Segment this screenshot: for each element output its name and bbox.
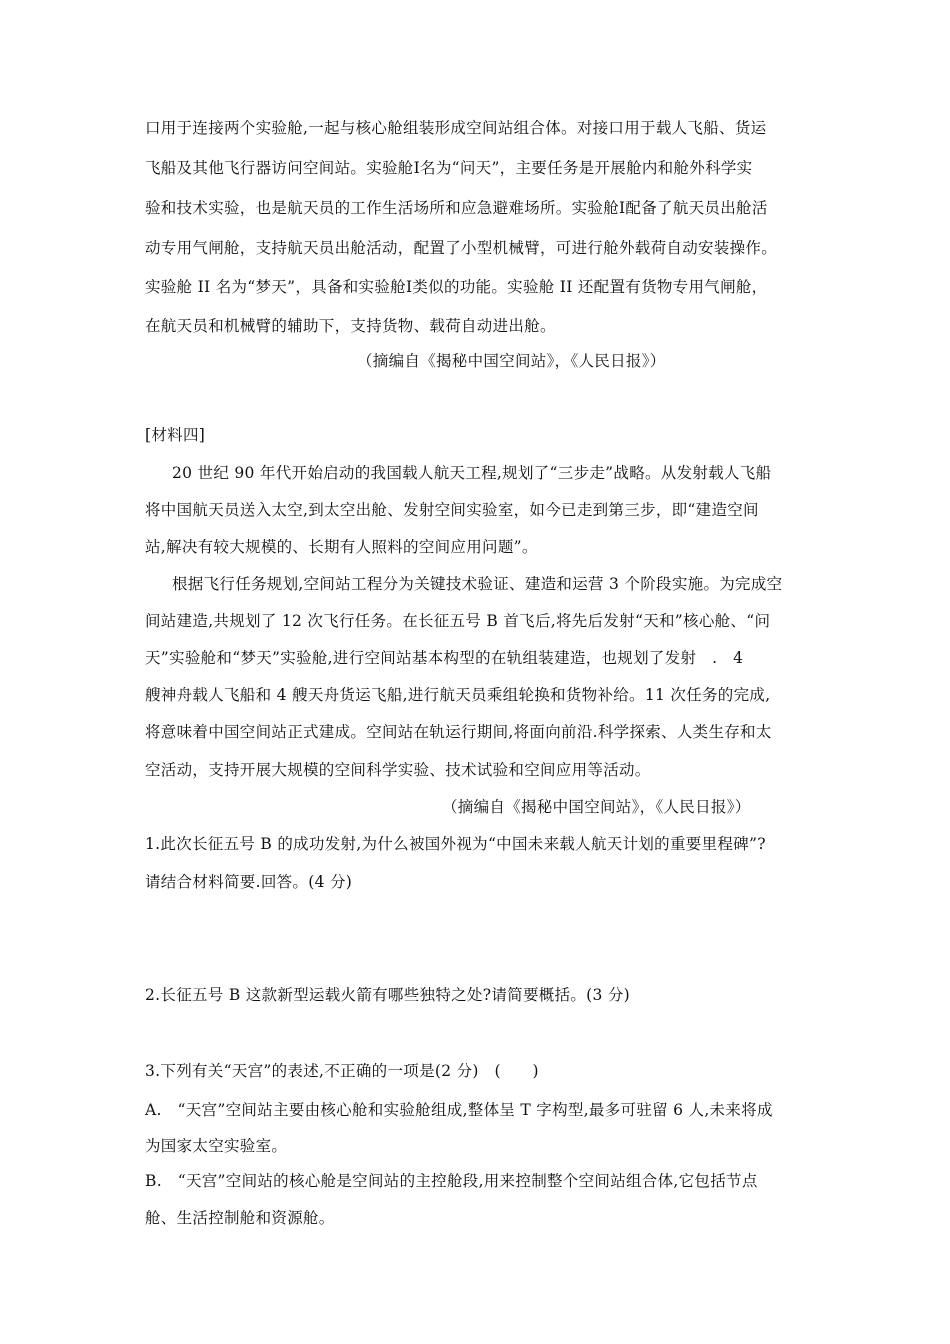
material3-line-3: 验和技术实验，也是航天员的工作生活场所和应急避难场所。实验舱Ⅰ配备了航天员出舱活 <box>145 199 768 217</box>
question-1-line-2: 请结合材料简要.回答。(4 分) <box>145 873 353 891</box>
option-a-line-1: A. “天宫”空间站主要由核心舱和实验舱组成,整体呈 T 字构型,最多可驻留 6 人,未来将成 <box>145 1101 773 1119</box>
material4-para1-line-2: 将中国航天员送入太空,到太空出舱、发射空间实验室，如今已走到第三步，即“建造空间 <box>145 501 759 519</box>
question-3: 3.下列有关“天宫”的表述,不正确的一项是(2 分) ( ) <box>145 1062 539 1080</box>
material4-para1-line-1: 20 世纪 90 年代开始启动的我国载人航天工程,规划了“三步走”战略。从发射载人飞船 <box>172 464 772 482</box>
material4-heading: [材料四] <box>145 426 206 444</box>
material4-para2-line-4: 艘神舟载人飞船和 4 艘天舟货运飞船,进行航天员乘组轮换和货物补给。11 次任务的完成, <box>145 686 771 704</box>
material4-para2-line-6: 空活动，支持开展大规模的空间科学实验、技术试验和空间应用等活动。 <box>145 761 651 779</box>
material4-para2-line-3: 天”实验舱和“梦天”实验舱,进行空间站基本构型的在轨组装建造，也规划了发射 . 4 <box>145 649 744 667</box>
material3-line-2: 飞船及其他飞行器访问空间站。实验舱Ⅰ名为“问天”，主要任务是开展舱内和舱外科学实 <box>145 159 753 177</box>
material4-para2-line-5: 将意味着中国空间站正式建成。空间站在轨运行期间,将面向前沿.科学探索、人类生存和太 <box>145 723 772 741</box>
material3-source: （摘编自《揭秘中国空间站》，《人民日报》） <box>357 352 666 370</box>
material3-line-1: 口用于连接两个实验舱,一起与核心舱组装形成空间站组合体。对接口用于载人飞船、货运 <box>145 119 767 137</box>
question-2: 2.长征五号 B 这款新型运载火箭有哪些独特之处?请简要概括。(3 分) <box>145 986 631 1004</box>
material4-para1-line-3: 站,解决有较大规模的、长期有人照料的空间应用问题”。 <box>145 538 538 556</box>
material3-line-5: 实验舱 II 名为“梦天”，具备和实验舱Ⅰ类似的功能。实验舱 II 还配置有货物专用气闸舱， <box>145 278 768 296</box>
option-a-line-2: 为国家太空实验室。 <box>145 1137 288 1155</box>
material4-para2-line-2: 间站建造,共规划了 12 次飞行任务。在长征五号 B 首飞后,将先后发射“天和”核心舱、“问 <box>145 612 771 630</box>
material3-line-4: 动专用气闸舱，支持航天员出舱活动，配置了小型机械臂，可进行舱外载荷自动安装操作。 <box>145 239 778 257</box>
material4-para2-line-1: 根据飞行任务规划,空间站工程分为关键技术验证、建造和运营 3 个阶段实施。为完成空 <box>172 575 783 593</box>
material3-line-6: 在航天员和机械臂的辅助下，支持货物、载荷自动进出舱。 <box>145 317 556 335</box>
option-b-line-1: B. “天宫”空间站的核心舱是空间站的主控舱段,用来控制整个空间站组合体,它包括节点 <box>145 1172 758 1190</box>
question-1-line-1: 1.此次长征五号 B 的成功发射,为什么被国外视为“中国未来载人航天计划的重要里程碑”? <box>145 835 766 853</box>
option-b-line-2: 舱、生活控制舱和资源舱。 <box>145 1209 335 1227</box>
material4-source: （摘编自《揭秘中国空间站》，《人民日报》） <box>442 798 751 816</box>
